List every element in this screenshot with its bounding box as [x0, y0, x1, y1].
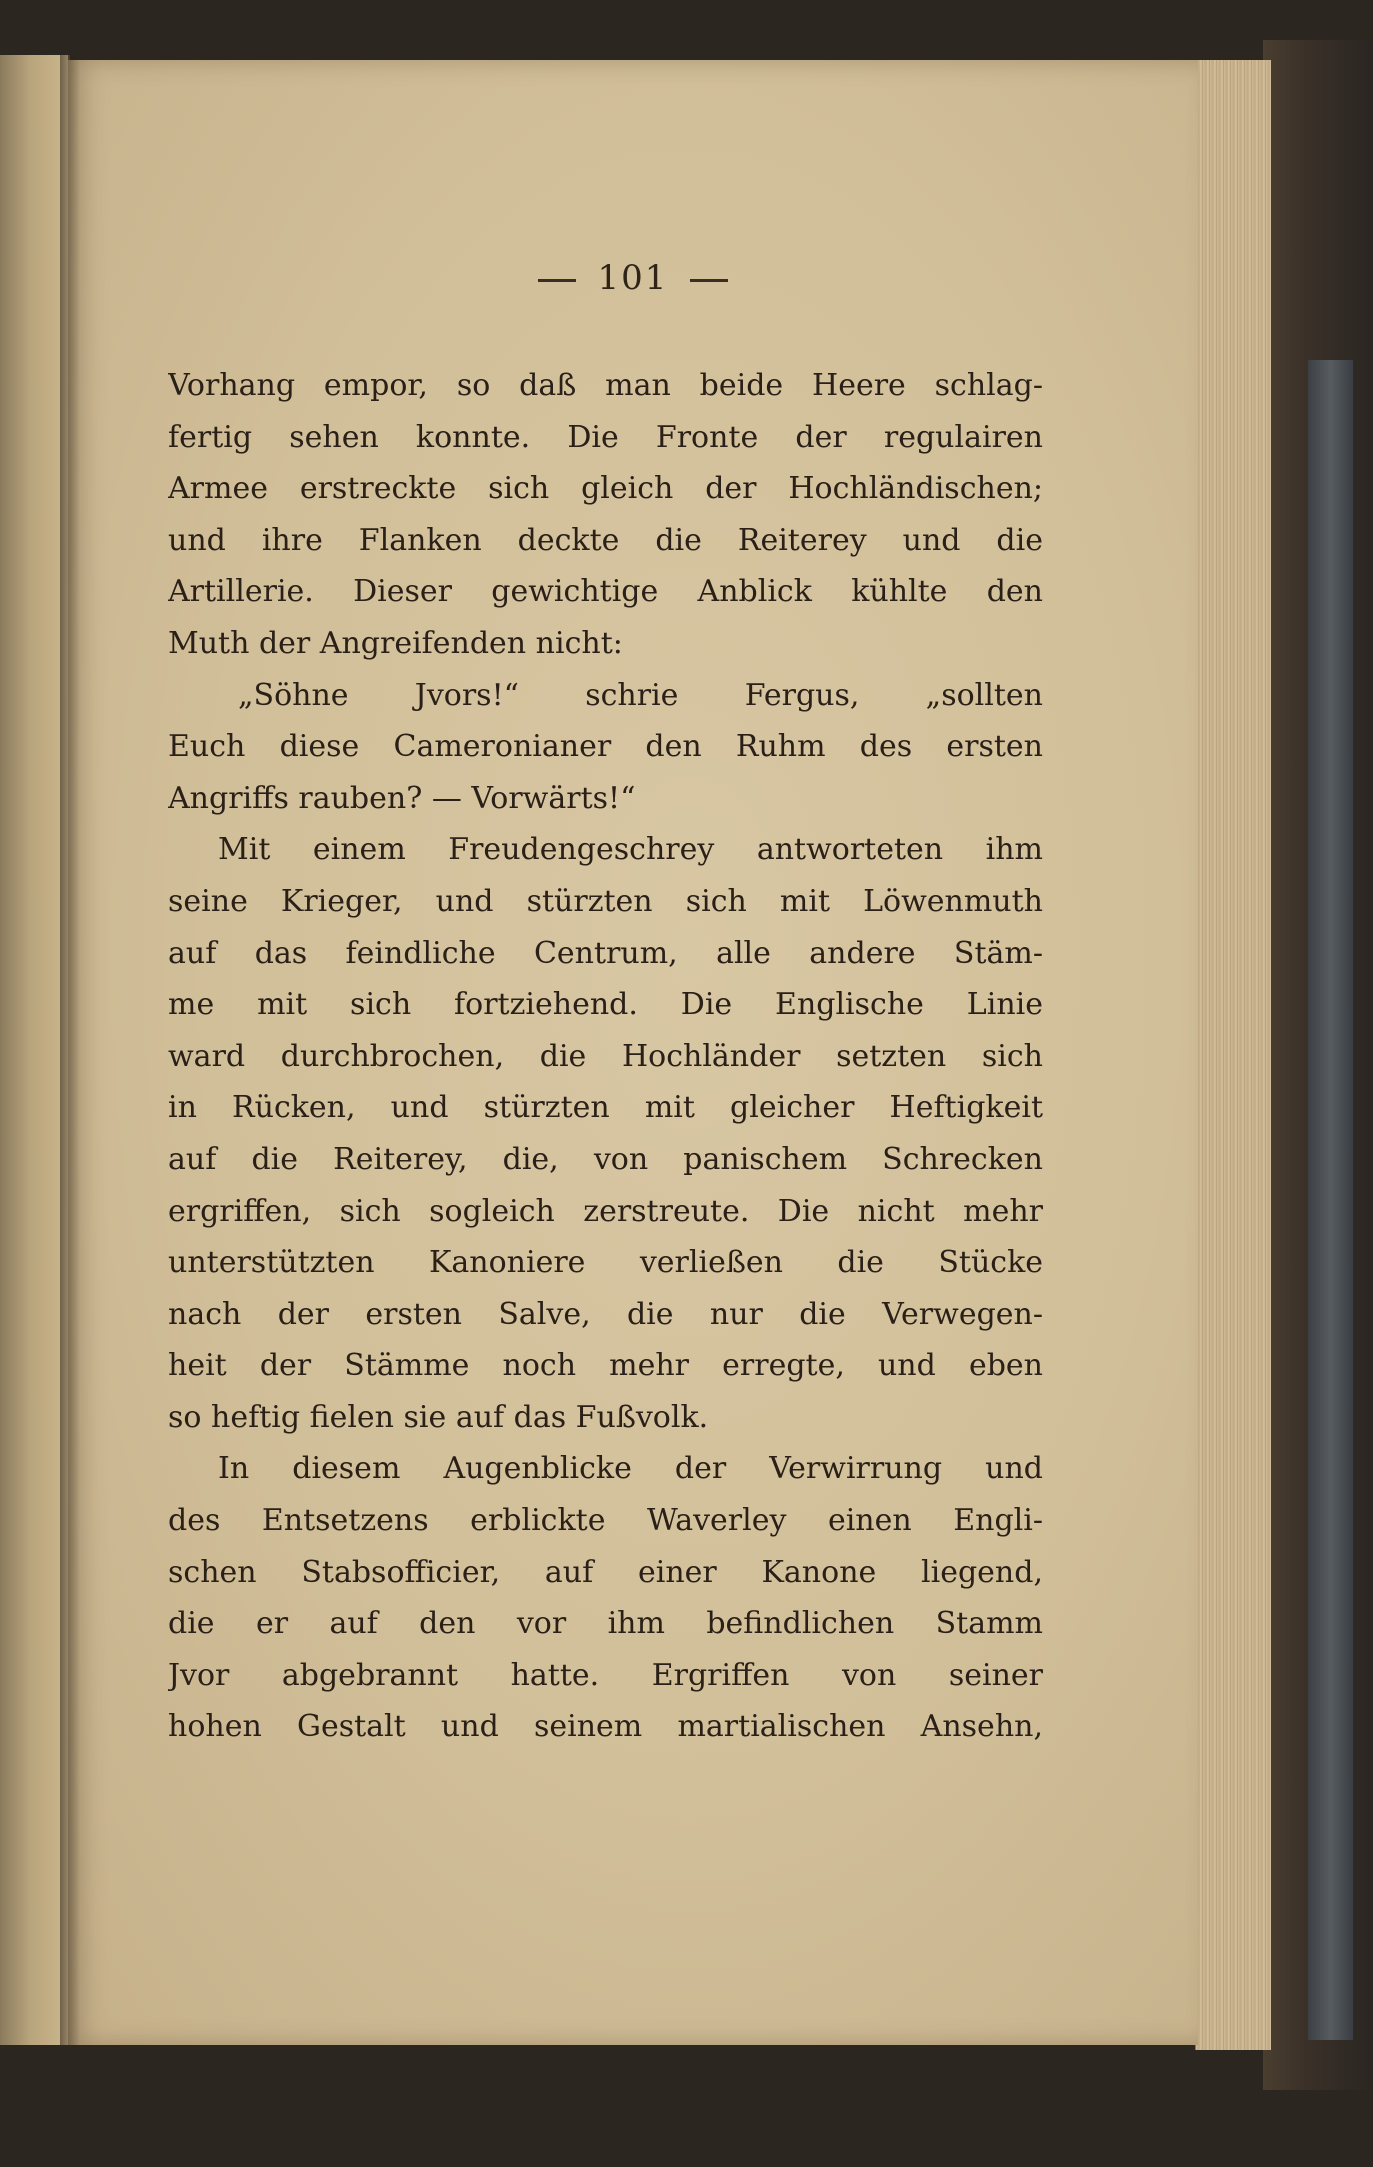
text-line: Armee erstreckte sich gleich der Hochländischen; [168, 471, 1043, 507]
gutter-shadow [60, 55, 80, 2045]
page-number: 101 [597, 258, 669, 298]
text-line: und ihre Flanken deckte die Reiterey und die [168, 522, 1043, 558]
left-dash [538, 279, 576, 282]
text-line: ergriffen, sich sogleich zerstreute. Die nicht mehr [168, 1193, 1043, 1229]
text-line: „Söhne Jvors!“ schrie Fergus, „sollten [238, 677, 1043, 713]
text-line: des Entsetzens erblickte Waverley einen Engli- [168, 1503, 1043, 1539]
right-dash [690, 279, 728, 282]
text-line: Angriffs rauben? — Vorwärts!“ [168, 780, 636, 816]
text-line: hohen Gestalt und seinem martialischen Ansehn, [168, 1709, 1043, 1745]
text-line: in Rücken, und stürzten mit gleicher Heftigkeit [168, 1090, 1043, 1126]
text-line: so heftig fielen sie auf das Fußvolk. [168, 1399, 709, 1435]
text-line: Vorhang empor, so daß man beide Heere schlag- [168, 368, 1043, 403]
text-line: me mit sich fortziehend. Die Englische Linie [168, 987, 1043, 1023]
text-line: seine Krieger, und stürzten sich mit Löwenmuth [168, 883, 1043, 919]
spine-tape [1308, 360, 1353, 2040]
text-line: auf die Reiterey, die, von panischem Schrecken [168, 1141, 1043, 1177]
text-line: In diesem Augenblicke der Verwirrung und [218, 1451, 1043, 1487]
text-line: schen Stabsofficier, auf einer Kanone liegend, [168, 1554, 1043, 1590]
page-number-header [68, 258, 1198, 298]
text-line: Mit einem Freudengeschrey antworteten ihm [218, 832, 1043, 868]
text-line: nach der ersten Salve, die nur die Verwegen- [168, 1296, 1043, 1332]
text-line: fertig sehen konnte. Die Fronte der regulairen [168, 419, 1043, 455]
text-line: Artillerie. Dieser gewichtige Anblick kühlte den [168, 574, 1043, 610]
book-cover [1263, 40, 1373, 2090]
text-line: heit der Stämme noch mehr erregte, und eben [168, 1348, 1043, 1384]
text-line: Jvor abgebrannt hatte. Ergriffen von seiner [168, 1657, 1043, 1693]
text-line: ward durchbrochen, die Hochländer setzten sich [168, 1038, 1043, 1074]
text-line: die er auf den vor ihm befindlichen Stamm [168, 1606, 1043, 1642]
text-line: Euch diese Cameronianer den Ruhm des ersten [168, 729, 1043, 765]
text-line: auf das feindliche Centrum, alle andere Stäm- [168, 935, 1043, 971]
body-text [168, 360, 1043, 1753]
text-line: unterstützten Kanoniere verließen die Stücke [168, 1245, 1043, 1281]
text-line: Muth der Angreifenden nicht: [168, 625, 623, 661]
page-stack-edge [1195, 60, 1271, 2050]
book-page [68, 60, 1198, 2045]
